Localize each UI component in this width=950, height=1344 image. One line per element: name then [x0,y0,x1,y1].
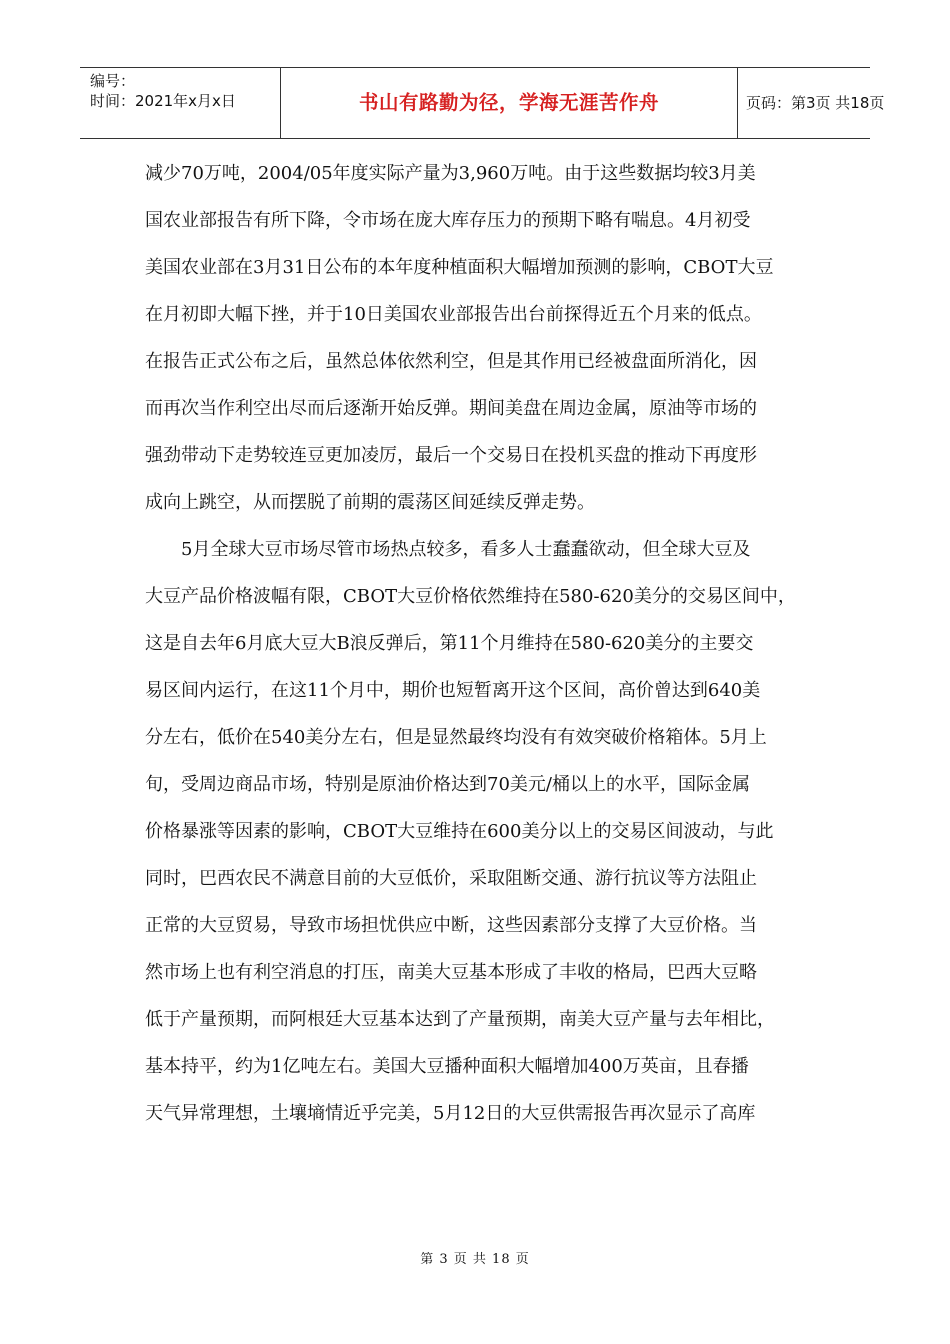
document-body [145,150,805,1137]
body-line: 美国农业部在3月31日公布的本年度种植面积大幅增加预测的影响，CBOT大豆 [145,257,774,278]
page-header [80,67,885,139]
body-line: 在月初即大幅下挫，并于10日美国农业部报告出台前探得近五个月来的低点。 [145,304,762,325]
body-line: 而再次当作利空出尽而后逐渐开始反弹。期间美盘在周边金属，原油等市场的 [145,398,757,419]
page-footer: 第 3 页 共 18 页 [420,1252,530,1267]
body-line: 这是自去年6月底大豆大B浪反弹后，第11个月维持在580-620美分的主要交 [145,633,754,654]
body-line: 大豆产品价格波幅有限，CBOT大豆价格依然维持在580-620美分的交易区间中， [145,586,796,607]
motto-text: 书山有路勤为径，学海无涯苦作舟 [358,91,659,114]
body-line: 低于产量预期，而阿根廷大豆基本达到了产量预期，南美大豆产量与去年相比， [145,1009,775,1030]
header-meta-cell [80,68,280,138]
body-line: 易区间内运行，在这11个月中，期价也短暂离开这个区间，高价曾达到640美 [145,680,761,701]
header-page-info: 页码：第3页 共18页 [746,94,885,112]
body-line: 分左右，低价在540美分左右，但是显然最终均没有有效突破价格箱体。5月上 [145,727,767,748]
body-line: 5月全球大豆市场尽管市场热点较多，看多人士蠢蠢欲动，但全球大豆及 [145,539,751,560]
header-motto-cell [280,68,738,138]
body-line: 国农业部报告有所下降，令市场在庞大库存压力的预期下略有喘息。4月初受 [145,210,751,231]
serial-label: 编号： [90,72,136,90]
body-line: 减少70万吨，2004/05年度实际产量为3,960万吨。由于这些数据均较3月美 [145,163,756,184]
body-line: 同时，巴西农民不满意目前的大豆低价，采取阻断交通、游行抗议等方法阻止 [145,868,757,889]
body-line: 价格暴涨等因素的影响，CBOT大豆维持在600美分以上的交易区间波动，与此 [145,821,774,842]
body-line: 强劲带动下走势较连豆更加凌厉，最后一个交易日在投机买盘的推动下再度形 [145,445,757,466]
body-line: 旬，受周边商品市场，特别是原油价格达到70美元/桶以上的水平，国际金属 [145,774,750,795]
body-line: 正常的大豆贸易，导致市场担忧供应中断，这些因素部分支撑了大豆价格。当 [145,915,757,936]
header-page-cell [738,68,885,138]
date-label: 时间：2021年x月x日 [90,92,236,110]
body-line: 然市场上也有利空消息的打压，南美大豆基本形成了丰收的格局，巴西大豆略 [145,962,757,983]
body-line: 在报告正式公布之后，虽然总体依然利空，但是其作用已经被盘面所消化，因 [145,351,757,372]
body-line: 天气异常理想，土壤墒情近乎完美，5月12日的大豆供需报告再次显示了高库 [145,1103,756,1124]
body-line: 基本持平，约为1亿吨左右。美国大豆播种面积大幅增加400万英亩，且春播 [145,1056,749,1077]
body-line: 成向上跳空，从而摆脱了前期的震荡区间延续反弹走势。 [145,492,595,513]
